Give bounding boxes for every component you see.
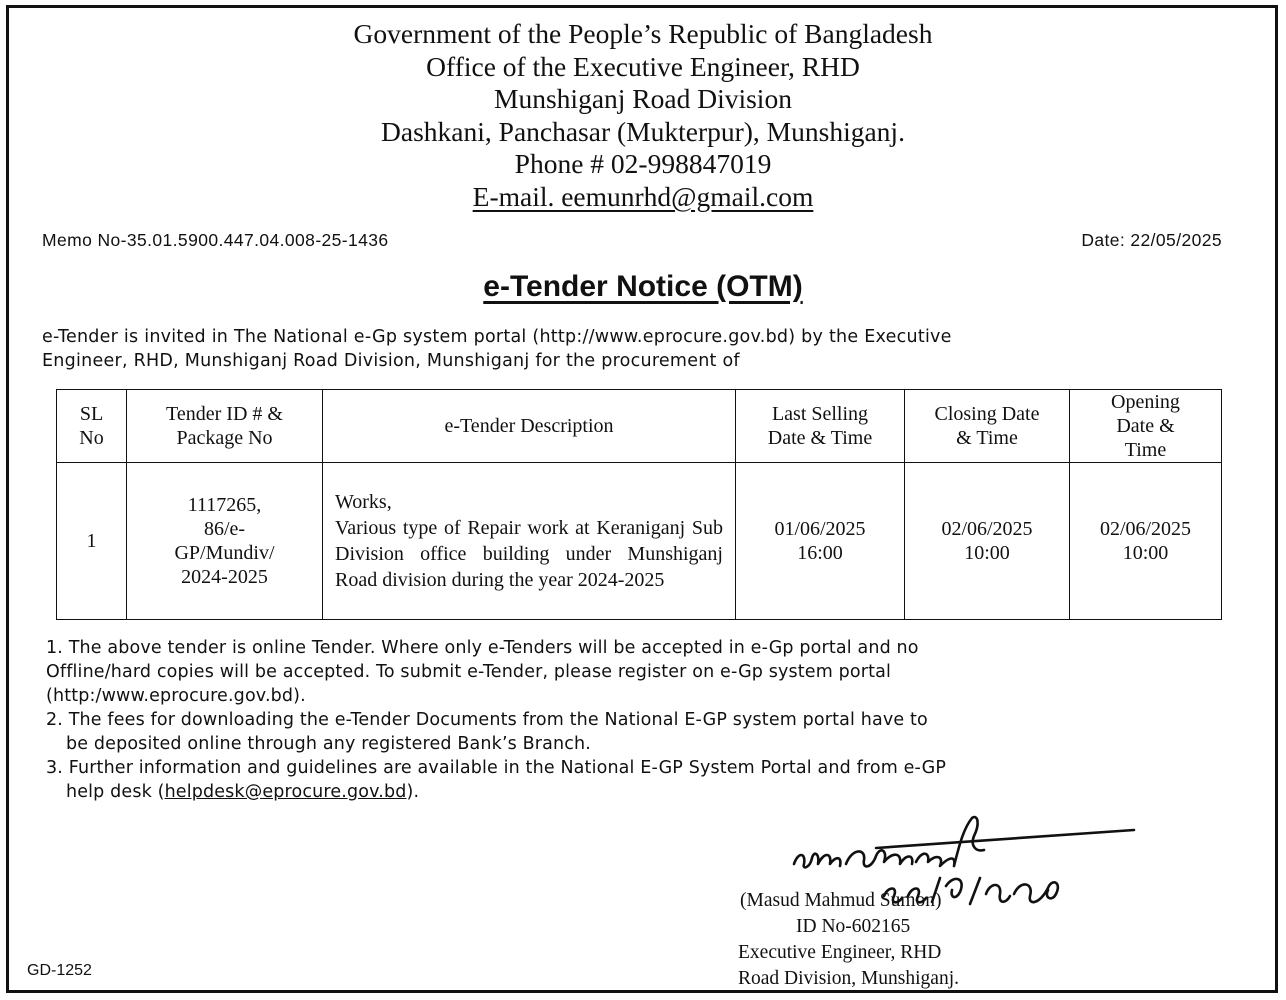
note-3-line-2 (46, 780, 1246, 804)
letterhead-line-address: Dashkani, Panchasar (Mukterpur), Munshiganj. (381, 115, 905, 147)
tender-id-line: 1117265, (187, 494, 262, 516)
header-opening-time: Time (1124, 439, 1167, 461)
header-closing (905, 390, 1070, 463)
note-2-line-1: 2. The fees for downloading the e-Tender Documents from the National E-GP system portal have to (46, 710, 928, 730)
last-selling-date: 01/06/2025 (774, 518, 866, 540)
signatory-office: Road Division, Munshiganj. (738, 968, 960, 989)
header-last-selling-datetime: Date & Time (767, 427, 873, 449)
cell-opening (1070, 463, 1222, 620)
letterhead-line-government: Government of the People’s Republic of Bangladesh (353, 18, 933, 49)
note-1-line-2: Offline/hard copies will be accepted. To submit e-Tender, please register on e-Gp system portal (46, 662, 891, 682)
opening-date: 02/06/2025 (1099, 518, 1192, 540)
footer-gd-code: GD-1252 (27, 962, 92, 979)
letterhead (0, 18, 1286, 213)
letterhead-line-office: Office of the Executive Engineer, RHD (426, 50, 860, 82)
header-closing-text: Closing Date (934, 403, 1040, 425)
cell-last-selling (736, 463, 905, 620)
note-1-line-1: 1. The above tender is online Tender. Where only e-Tenders will be accepted in e-Gp portal and no (46, 638, 919, 658)
cell-sl: 1 (57, 463, 127, 620)
letterhead-email[interactable]: E-mail. eemunrhd@gmail.com (472, 180, 814, 212)
signature-underline (876, 830, 1134, 848)
description-category: Works, (335, 491, 392, 513)
header-opening-text: Opening (1111, 391, 1180, 413)
notes-list (46, 636, 1246, 804)
signature-stroke (794, 854, 840, 868)
signatory-name: (Masud Mahmud Sumon) (740, 890, 942, 911)
tender-table (56, 389, 1222, 620)
cell-tender-id (127, 463, 323, 620)
closing-time: 10:00 (964, 542, 1010, 564)
notice-title (0, 270, 1286, 304)
last-selling-time: 16:00 (797, 542, 843, 564)
letterhead-line-division: Munshiganj Road Division (494, 83, 792, 114)
note-3-prefix: help desk ( (66, 782, 165, 802)
header-description (323, 390, 736, 463)
header-sl-no (57, 390, 127, 463)
header-package-text: Package No (176, 427, 273, 449)
header-sl-text: SL (79, 403, 104, 425)
opening-time: 10:00 (1122, 542, 1169, 564)
description-text: Various type of Repair work at Keraniganj Sub Division office building under Munshiganj Road division during the year 2024-2025 (335, 517, 723, 591)
signatory-designation: Executive Engineer, RHD (738, 942, 942, 963)
note-1-line-3: (http:/www.eprocure.gov.bd). (46, 686, 306, 706)
helpdesk-email-link[interactable]: helpdesk@eprocure.gov.bd (164, 782, 407, 802)
header-opening (1070, 390, 1222, 463)
intro-line-2: Engineer, RHD, Munshiganj Road Division, Munshiganj for the procurement of (42, 351, 740, 371)
table-row (57, 463, 1222, 620)
note-3-suffix: ). (406, 782, 420, 802)
cell-description (323, 463, 736, 620)
signature-stroke (846, 850, 912, 866)
intro-line-1: e-Tender is invited in The National e-Gp system portal (http://www.eprocure.gov.bd) by the Executive (42, 327, 952, 347)
letterhead-line-phone: Phone # 02-998847019 (514, 148, 772, 179)
note-2-line-2: be deposited online through any registered Bank’s Branch. (66, 734, 591, 754)
signatory-block (738, 888, 959, 992)
header-no-text: No (79, 427, 104, 449)
header-tender-id (127, 390, 323, 463)
intro-paragraph (42, 325, 1242, 373)
tender-id-line: GP/Mundiv/ (174, 542, 275, 564)
memo-date: Date: 22/05/2025 (1081, 230, 1222, 250)
closing-date: 02/06/2025 (941, 518, 1033, 540)
signature-date-stroke (970, 878, 1058, 904)
header-opening-date: Date & (1116, 415, 1175, 437)
tender-id-line: 86/e- (203, 518, 246, 540)
header-description-text: e-Tender Description (444, 415, 614, 437)
header-tender-id-text: Tender ID # & (166, 403, 283, 425)
tender-id-line: 2024-2025 (181, 566, 268, 588)
header-last-selling (736, 390, 905, 463)
header-closing-time: & Time (956, 427, 1018, 449)
note-3-line-1: 3. Further information and guidelines are available in the National E-GP System Portal and from e-GP (46, 758, 947, 778)
header-last-selling-text: Last Selling (771, 403, 869, 425)
tender-table-header-row (57, 390, 1222, 463)
notice-title-text: e-Tender Notice (OTM) (483, 270, 803, 303)
memo-number: Memo No-35.01.5900.447.04.008-25-1436 (42, 230, 389, 250)
cell-closing (905, 463, 1070, 620)
signatory-id: ID No-602165 (796, 916, 911, 937)
